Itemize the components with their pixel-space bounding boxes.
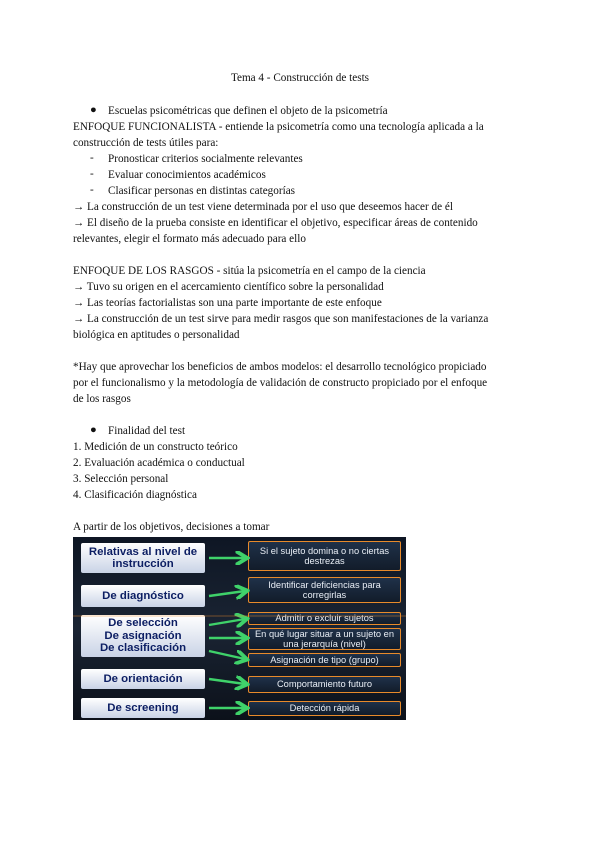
right-box-jerarquia: En qué lugar situar a un sujeto en una jerarquía (nivel) bbox=[248, 628, 401, 650]
finalidad-item-3: 3. Selección personal bbox=[73, 473, 169, 485]
left-box-seleccion: De selección De asignación De clasificación bbox=[81, 615, 205, 657]
func-arrow-2: → El diseño de la prueba consiste en identificar el objetivo, especificar áreas de contenido bbox=[73, 217, 478, 229]
right-box-destrezas: Si el sujeto domina o no ciertas destrezas bbox=[248, 541, 401, 571]
left-box-screening: De screening bbox=[81, 698, 205, 718]
arrow-seleccion bbox=[209, 619, 245, 625]
finalidad-item-1: 1. Medición de un constructo teórico bbox=[73, 441, 238, 453]
dash-marker: - bbox=[90, 168, 94, 180]
right-box-deteccion: Detección rápida bbox=[248, 701, 401, 716]
func-item-2: Evaluar conocimientos académicos bbox=[108, 169, 266, 181]
page-title: Tema 4 - Construcción de tests bbox=[230, 72, 370, 84]
func-arrow-1: → La construcción de un test viene determinada por el uso que deseemos hacer de él bbox=[73, 201, 453, 213]
dash-marker: - bbox=[90, 152, 94, 164]
finalidad-item-2: 2. Evaluación académica o conductual bbox=[73, 457, 245, 469]
note-line-1: *Hay que aprovechar los beneficios de ambos modelos: el desarrollo tecnológico propiciado bbox=[73, 361, 487, 373]
arrow-orientacion bbox=[209, 679, 245, 684]
right-box-comportamiento: Comportamiento futuro bbox=[248, 676, 401, 693]
rasgos-line-5: biológica en aptitudes o personalidad bbox=[73, 329, 240, 341]
left-box-instruccion: Relativas al nivel de instrucción bbox=[81, 543, 205, 573]
func-item-1: Pronosticar criterios socialmente relevantes bbox=[108, 153, 303, 165]
decisiones-heading: A partir de los objetivos, decisiones a tomar bbox=[73, 521, 270, 533]
func-line-1: ENFOQUE FUNCIONALISTA - entiende la psicometría como una tecnología aplicada a la bbox=[73, 121, 484, 133]
arrow-diagnostico bbox=[209, 591, 245, 596]
bullet-finalidad: Finalidad del test bbox=[108, 425, 186, 437]
right-box-tipo: Asignación de tipo (grupo) bbox=[248, 653, 401, 667]
decisiones-diagram bbox=[73, 537, 406, 720]
func-line-2: construcción de tests útiles para: bbox=[73, 137, 219, 149]
func-arrow-3: relevantes, elegir el formato más adecuado para ello bbox=[73, 233, 306, 245]
finalidad-item-4: 4. Clasificación diagnóstica bbox=[73, 489, 197, 501]
note-line-2: por el funcionalismo y la metodología de validación de constructo propiciado por el enfoque bbox=[73, 377, 488, 389]
left-box-orientacion: De orientación bbox=[81, 669, 205, 689]
func-item-3: Clasificar personas en distintas categorías bbox=[108, 185, 296, 197]
rasgos-line-3: → Las teorías factorialistas son una parte importante de este enfoque bbox=[73, 297, 382, 309]
rasgos-line-4: → La construcción de un test sirve para medir rasgos que son manifestaciones de la varianza bbox=[73, 313, 489, 325]
rasgos-line-1: ENFOQUE DE LOS RASGOS - sitúa la psicometría en el campo de la ciencia bbox=[73, 265, 426, 277]
bullet-dot: ● bbox=[90, 424, 97, 436]
right-box-deficiencias: Identificar deficiencias para corregirlas bbox=[248, 577, 401, 603]
note-line-3: de los rasgos bbox=[73, 393, 131, 405]
rasgos-line-2: → Tuvo su origen en el acercamiento científico sobre la personalidad bbox=[73, 281, 384, 293]
arrows-layer bbox=[73, 537, 406, 720]
right-box-admitir: Admitir o excluir sujetos bbox=[248, 612, 401, 625]
left-box-diagnostico: De diagnóstico bbox=[81, 585, 205, 607]
dash-marker: - bbox=[90, 184, 94, 196]
arrow-clasificacion bbox=[209, 651, 245, 659]
bullet-dot: ● bbox=[90, 104, 97, 116]
bullet-escuelas: Escuelas psicométricas que definen el objeto de la psicometría bbox=[108, 105, 388, 117]
